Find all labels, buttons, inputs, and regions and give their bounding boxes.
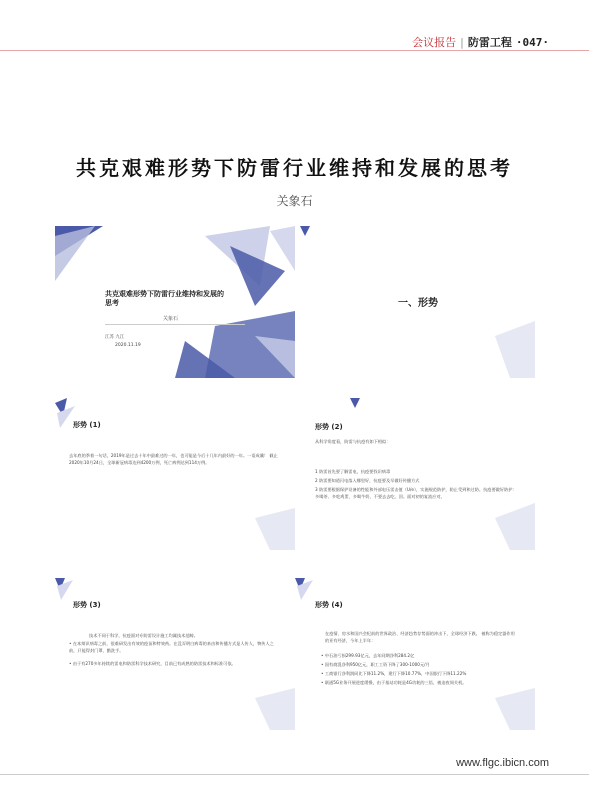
footer-divider — [0, 774, 589, 775]
slide-2-item: 3 防雷要根据保护设备的性能和外部电压雷击值（U/e），实施规范防护，防止受到和过防。抗疫要做好防护：多喝茶、多吃鸡蛋、多喝牛奶、不要去去吃、回。面对初的复流应对。 — [315, 487, 517, 499]
slide-4-item-text: 联通5G业务开展进度缓慢，由于基站功耗是4G功耗的三倍，被迫夜间关机。 — [324, 680, 467, 685]
slide-3-intro: 技术不同于科学，抗疫面对专防雷设计施工均属技术范畴。 — [89, 633, 198, 638]
slide-4-item: • 联通5G业务开展进度缓慢，由于基站功耗是4G功耗的三倍，被迫夜间关机。 — [321, 680, 467, 685]
slide-4-item: • 工商银行净利润同比下降11.2%，建行下降10.77%，中国银行下降11.22% — [321, 671, 467, 676]
slide-cover-author: 关象石 — [163, 316, 179, 322]
header-section: 防雷工程 — [467, 36, 512, 49]
slide-cover-org: 江苏 九江 — [105, 335, 125, 340]
slide-3-heading: 形势 (3) — [73, 601, 101, 609]
slide-toc — [295, 226, 535, 378]
slide-4-item-text: 中石油亏损299.93亿元，去年同期净利284.2亿 — [324, 653, 415, 658]
slide-4-item-text: 国有商混净利950亿元，职工工资下降了300-1000元/月 — [324, 662, 430, 667]
slide-cover-title: 共克艰难形势下防雷行业维持和发展的思考 — [105, 290, 224, 307]
slide-4-item: • 中石油亏损299.93亿元，去年同期净利284.2亿 — [321, 653, 415, 658]
slide-toc-heading: 一、形势 — [398, 298, 438, 309]
slide-cover-divider — [105, 324, 245, 325]
footer-url: www.flgc.ibicn.com — [456, 757, 549, 769]
slide-1-body: 去年底的季着一句话，2019年是过去十年中最难过的一年，也可能是今后十几年内最好的一年。一语成谶！ 截止2020年10月24日，全球新冠病毒达到4200万例，死亡病例达到114万例。 — [69, 453, 278, 465]
slide-1-heading: 形势 (1) — [73, 421, 101, 429]
article-author: 关象石 — [276, 194, 313, 208]
slide-situation-2 — [295, 398, 535, 550]
slide-3-item-text: 在本辩识病毒之前，很难研发出有效的疫苗和特效药。在没弄明白病毒的来由和传播方式是人传人，物传人之前，只能得封门罩、勤洗手。 — [69, 641, 274, 653]
slide-cover-date: 2020.11.19 — [115, 343, 141, 348]
slide-situation-3 — [55, 578, 295, 730]
slide-3-item: • 由于有270多年持续的雷电和防雷科学技术研究，目前已有成熟的防雷技术和标准可依。 — [69, 661, 236, 666]
slide-2-intro: 从科学角度看，防雷与抗疫有如下相似： — [315, 439, 391, 444]
slide-2-heading: 形势 (2) — [315, 423, 343, 431]
slide-2-item: 2 防雷要知道闪电落入哪里好，抗疫要及早做好传播方式 — [315, 478, 420, 483]
slide-3-item-text: 由于有270多年持续的雷电和防雷科学技术研究，目前已有成熟的防雷技术和标准可依。 — [72, 661, 236, 666]
page-number: ·047· — [515, 35, 549, 49]
header-divider — [0, 50, 589, 51]
slide-situation-1 — [55, 398, 295, 550]
slide-situation-4 — [295, 578, 535, 730]
slide-4-heading: 形势 (4) — [315, 601, 343, 609]
page-header — [412, 34, 549, 50]
slide-4-item-text: 工商银行净利润同比下降11.2%，建行下降10.77%，中国银行下降11.22% — [324, 671, 467, 676]
slide-4-intro: 在疫情、房水和国兴会纪前的世界政治、经济趋势存势面的冲击下，全球经济下跌。 被称为稳定器作用的亚有经济，今年上半年： — [325, 631, 515, 643]
slide-4-item: • 国有商混净利950亿元，职工工资下降了300-1000元/月 — [321, 662, 430, 667]
slide-cover — [55, 226, 295, 378]
slide-3-item: • 在本辩识病毒之前，很难研发出有效的疫苗和特效药。在没弄明白病毒的来由和传播方式是人传人，物传人之前，只能得封门罩、勤洗手。 — [69, 641, 274, 653]
header-category: 会议报告 — [412, 36, 457, 49]
header-separator: | — [460, 35, 464, 49]
slide-2-item: 1 防雷首先要了解雷电，抗疫要找识病毒 — [315, 469, 391, 474]
article-title: 共克艰难形势下防雷行业维持和发展的思考 — [76, 156, 513, 180]
